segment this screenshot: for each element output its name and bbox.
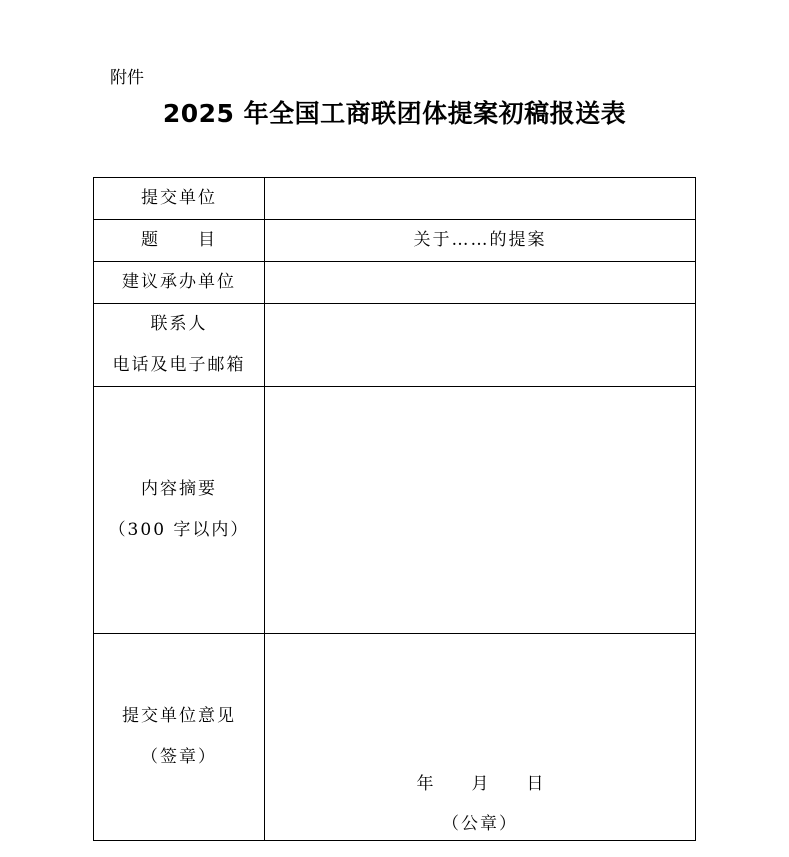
opinion-label (94, 634, 265, 841)
page-title: 2025 年全国工商联团体提案初稿报送表 (162, 99, 627, 128)
attachment-label: 附件 (110, 68, 144, 88)
table-row-suggested-handler (94, 262, 696, 304)
contact-field[interactable] (265, 304, 696, 387)
official-seal-label: （公章） (442, 814, 518, 834)
date-day: 日 (526, 774, 544, 794)
table-row-opinion (94, 634, 696, 841)
table-row-summary (94, 387, 696, 634)
topic-label: 题 目 (94, 220, 265, 262)
opinion-label-line2: （签章） (141, 747, 217, 767)
opinion-label-line1: 提交单位意见 (122, 706, 236, 726)
table-row-topic (94, 220, 696, 262)
submission-form-table (93, 177, 696, 841)
date-month: 月 (471, 774, 489, 794)
topic-field[interactable]: 关于……的提案 (265, 220, 696, 262)
suggested-handler-field[interactable] (265, 262, 696, 304)
table-row-submitting-unit (94, 178, 696, 220)
summary-label-line1: 内容摘要 (141, 479, 217, 499)
table-row-contact (94, 304, 696, 387)
submitting-unit-field[interactable] (265, 178, 696, 220)
summary-field[interactable] (265, 387, 696, 634)
summary-label-line2: （300 字以内） (108, 520, 250, 540)
opinion-field[interactable] (265, 634, 696, 841)
summary-label (94, 387, 265, 634)
contact-label (94, 304, 265, 387)
contact-label-line2: 电话及电子邮箱 (112, 355, 246, 375)
contact-label-line1: 联系人 (150, 314, 208, 334)
suggested-handler-label: 建议承办单位 (94, 262, 265, 304)
date-year: 年 (416, 774, 434, 794)
submitting-unit-label: 提交单位 (94, 178, 265, 220)
date-line (265, 772, 695, 796)
